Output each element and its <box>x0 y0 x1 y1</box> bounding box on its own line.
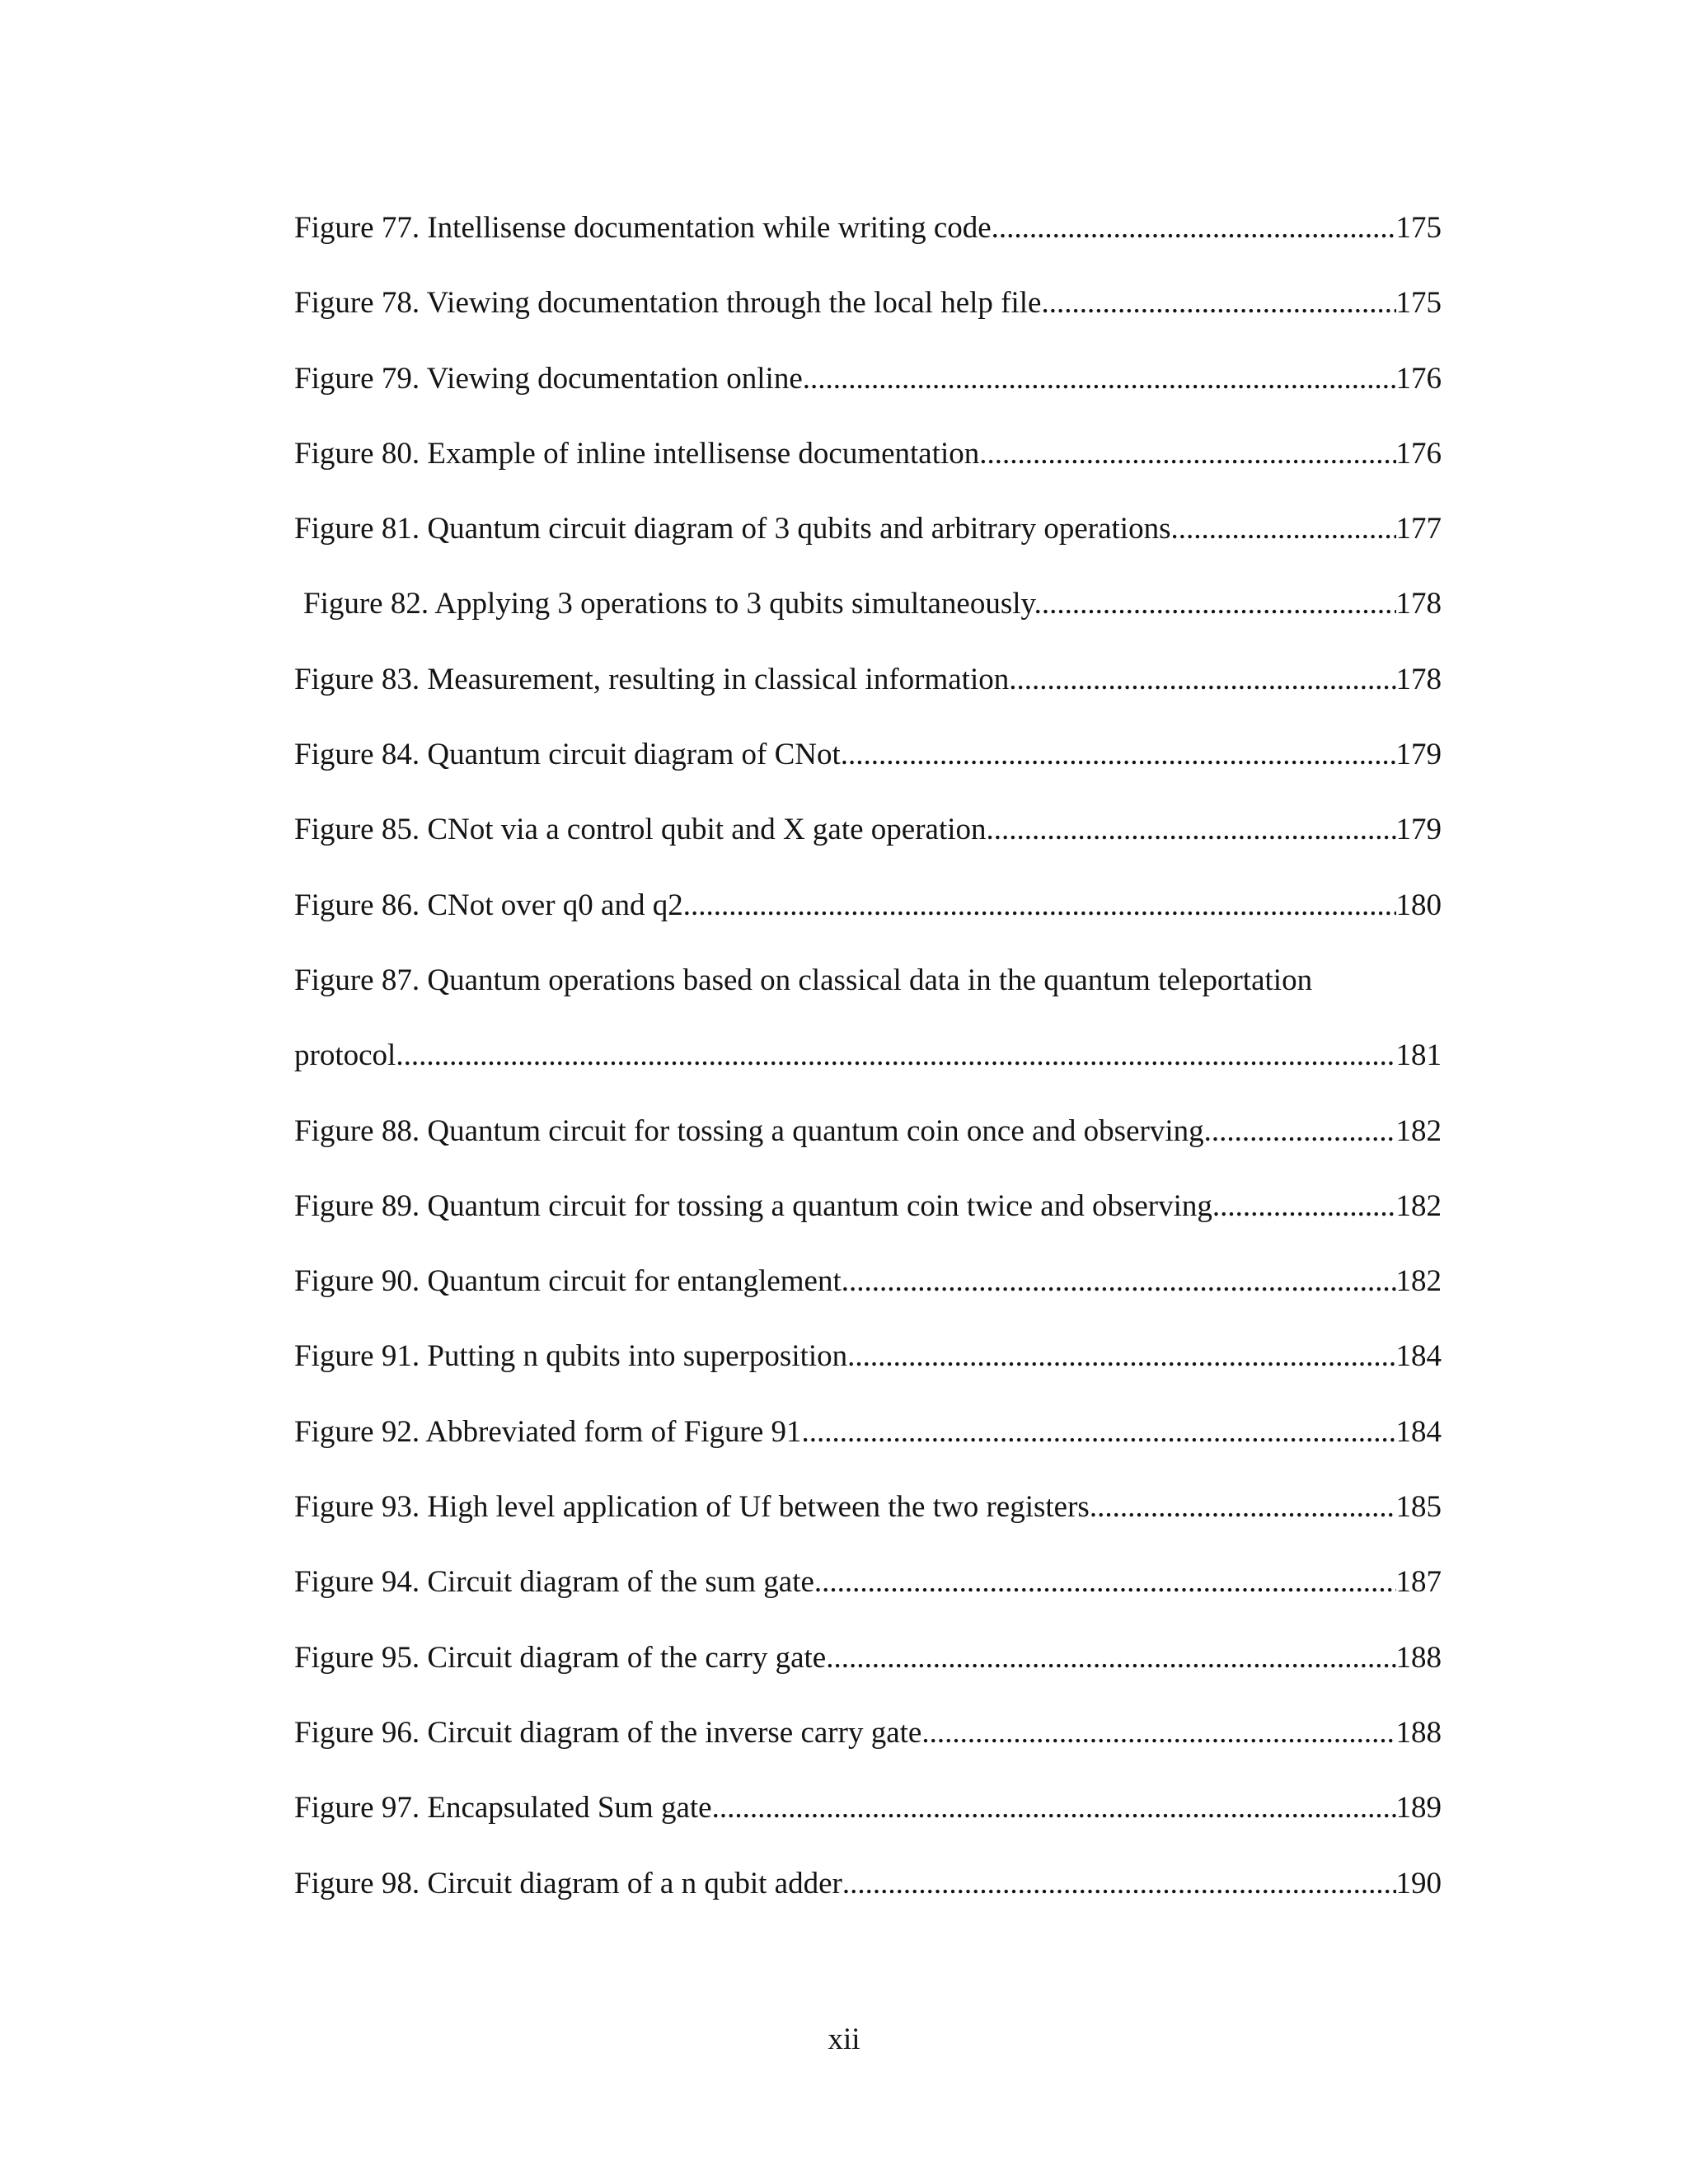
dot-leader <box>1212 1188 1396 1226</box>
toc-entry-title: Figure 80. Example of inline intellisense documentation <box>294 436 980 471</box>
toc-entry-title: Figure 89. Quantum circuit for tossing a quantum coin twice and observing <box>294 1188 1212 1223</box>
toc-entry-fig-80 <box>294 435 1442 510</box>
toc-entry-title: Figure 86. CNot over q0 and q2 <box>294 888 683 922</box>
dot-leader <box>1042 585 1396 623</box>
toc-entry-fig-81 <box>294 510 1442 585</box>
toc-entry-title: Figure 77. Intellisense documentation while writing code <box>294 211 992 245</box>
toc-entry-fig-87-continued <box>294 1037 1442 1112</box>
toc-entry-title: Figure 92. Abbreviated form of Figure 91 <box>294 1414 802 1449</box>
toc-entry-title: Figure 79. Viewing documentation online <box>294 361 803 396</box>
toc-entry-title: Figure 98. Circuit diagram of a n qubit adder <box>294 1866 842 1900</box>
toc-entry-fig-86 <box>294 887 1442 962</box>
toc-entry-title: Figure 96. Circuit diagram of the inverse carry gate <box>294 1715 922 1750</box>
toc-entry-fig-92 <box>294 1413 1442 1488</box>
dot-leader <box>814 1563 1396 1601</box>
toc-entry-fig-93 <box>294 1488 1442 1563</box>
toc-entry-page: 175 <box>1395 211 1442 245</box>
list-of-figures <box>294 209 1442 1940</box>
toc-entry-fig-98 <box>294 1865 1442 1940</box>
toc-entry-page: 178 <box>1395 662 1442 696</box>
toc-entry-page: 176 <box>1395 436 1442 471</box>
toc-entry-fig-85 <box>294 811 1442 886</box>
dot-leader <box>847 1338 1395 1376</box>
dot-leader <box>1090 1488 1396 1526</box>
toc-entry-page: 179 <box>1395 738 1442 772</box>
toc-entry-title: Figure 88. Quantum circuit for tossing a quantum coin once and observing <box>294 1113 1204 1148</box>
toc-entry-title: Figure 84. Quantum circuit diagram of CNot <box>294 738 841 772</box>
toc-entry-title: Figure 78. Viewing documentation through the local help file <box>294 286 1042 321</box>
toc-entry-page: 178 <box>1395 587 1442 621</box>
toc-entry-page: 176 <box>1395 361 1442 396</box>
toc-entry-page: 179 <box>1395 813 1442 847</box>
dot-leader <box>803 360 1396 398</box>
dot-leader <box>842 1865 1396 1903</box>
toc-entry-title: Figure 87. Quantum operations based on classical data in the quantum teleportation <box>294 963 1313 997</box>
toc-entry-page: 190 <box>1395 1866 1442 1900</box>
toc-entry-page: 184 <box>1395 1339 1442 1374</box>
toc-entry-page: 177 <box>1395 512 1442 546</box>
toc-entry-fig-95 <box>294 1639 1442 1714</box>
toc-entry-page: 175 <box>1395 286 1442 321</box>
toc-entry-page: 184 <box>1395 1414 1442 1449</box>
toc-entry-title: Figure 95. Circuit diagram of the carry gate <box>294 1640 827 1675</box>
toc-entry-title: Figure 91. Putting n qubits into superposition <box>294 1339 848 1374</box>
dot-leader <box>1041 284 1395 322</box>
toc-entry-fig-82 <box>294 585 1442 660</box>
toc-entry-fig-94 <box>294 1563 1442 1638</box>
toc-entry-page: 181 <box>1395 1038 1442 1073</box>
toc-entry-fig-87 <box>294 962 1442 1037</box>
toc-entry-fig-89 <box>294 1188 1442 1263</box>
toc-entry-page: 182 <box>1395 1264 1442 1299</box>
toc-entry-title: Figure 83. Measurement, resulting in classical information <box>294 662 1010 696</box>
toc-entry-title: Figure 97. Encapsulated Sum gate <box>294 1791 712 1825</box>
toc-entry-page: 185 <box>1395 1490 1442 1525</box>
page-number: xii <box>828 2022 860 2056</box>
toc-entry-title: Figure 90. Quantum circuit for entanglement <box>294 1264 842 1299</box>
dot-leader <box>1204 1113 1396 1151</box>
dot-leader <box>979 435 1395 473</box>
toc-entry-fig-91 <box>294 1338 1442 1413</box>
toc-entry-fig-79 <box>294 360 1442 435</box>
dot-leader <box>841 736 1396 774</box>
toc-entry-title: Figure 94. Circuit diagram of the sum gate <box>294 1565 814 1600</box>
dot-leader <box>712 1789 1396 1827</box>
toc-entry-fig-78 <box>294 284 1442 359</box>
toc-entry-page: 189 <box>1395 1791 1442 1825</box>
dot-leader <box>842 1263 1396 1301</box>
toc-entry-fig-90 <box>294 1263 1442 1338</box>
dot-leader <box>683 887 1396 925</box>
toc-entry-page: 187 <box>1395 1565 1442 1600</box>
toc-entry-page: 188 <box>1395 1640 1442 1675</box>
dot-leader <box>987 811 1396 849</box>
toc-entry-title: Figure 85. CNot via a control qubit and X gate operation <box>294 813 987 847</box>
dot-leader <box>826 1639 1395 1677</box>
toc-entry-fig-97 <box>294 1789 1442 1864</box>
dot-leader <box>1009 661 1395 699</box>
toc-entry-fig-88 <box>294 1113 1442 1188</box>
toc-entry-fig-96 <box>294 1714 1442 1789</box>
toc-entry-title: Figure 93. High level application of Uf between the two registers <box>294 1490 1090 1525</box>
dot-leader <box>396 1037 1395 1075</box>
toc-entry-fig-77 <box>294 209 1442 284</box>
toc-entry-title: Figure 82. Applying 3 operations to 3 qubits simultaneously. <box>303 587 1042 621</box>
toc-entry-page: 188 <box>1395 1715 1442 1750</box>
toc-entry-page: 182 <box>1395 1188 1442 1223</box>
toc-entry-page: 180 <box>1395 888 1442 922</box>
toc-entry-page: 182 <box>1395 1113 1442 1148</box>
toc-entry-fig-84 <box>294 736 1442 811</box>
toc-entry-title: Figure 81. Quantum circuit diagram of 3 qubits and arbitrary operations <box>294 512 1171 546</box>
toc-entry-fig-83 <box>294 661 1442 736</box>
dot-leader <box>992 209 1396 247</box>
dot-leader <box>1170 510 1395 548</box>
dot-leader <box>802 1413 1396 1451</box>
dot-leader <box>921 1714 1395 1752</box>
toc-entry-title-continuation: protocol <box>294 1038 396 1073</box>
